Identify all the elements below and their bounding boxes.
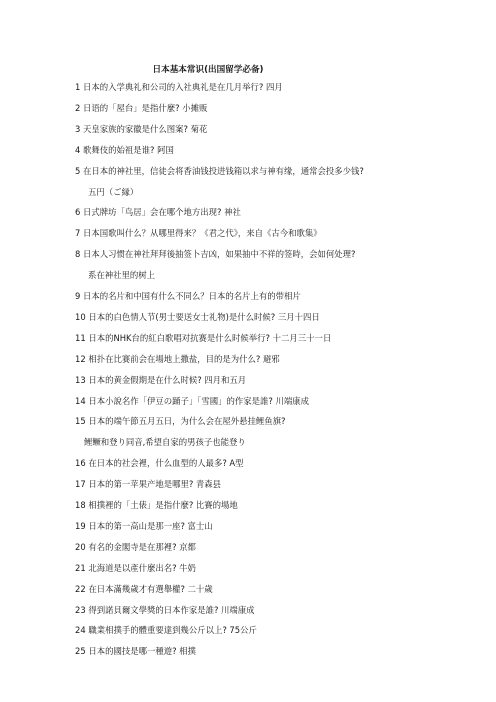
question-line: 2 日语的「屋台」是指什麼? 小摊贩	[75, 103, 208, 113]
question-line: 4 歌舞伎的始祖是谁? 阿国	[75, 145, 174, 155]
question-line: 25 日本的國技是哪一種遊? 相撲	[75, 646, 196, 656]
question-line: 14 日本小說名作「伊豆の踊子」「雪國」的作家是誰? 川端康成	[75, 396, 309, 406]
question-line: 18 相撲裡的「土俵」是指什麼? 比賽的場地	[75, 500, 238, 510]
question-line: 7 日本国歌叫什么？从哪里得来？《君之代》，来自《古今和歌集》	[75, 228, 322, 238]
question-line: 13 日本的黄金假期是在什么时候? 四月和五月	[75, 375, 247, 385]
question-line: 22 在日本滿幾歲才有選舉權? 二十歲	[75, 584, 213, 594]
question-line: 17 日本的第一苹果产地是哪里? 青森县	[75, 479, 222, 489]
question-line: 24 職業相撲手的體重要達到幾公斤以上? 75公斤	[75, 625, 257, 635]
question-line: 1 日本的入学典礼和公司的入社典礼是在几月举行? 四月	[75, 82, 283, 92]
question-line: 15 日本的端午節五月五日，为什么会在屋外悬挂鲤鱼旗?	[75, 416, 286, 426]
question-line: 3 天皇家族的家徽是什么图案? 菊花	[75, 124, 208, 134]
question-line: 5 在日本的神社里，信徒会将香油钱投进钱箱以求与神有缘，通常会投多少钱?	[75, 166, 364, 176]
question-answer-continuation: 鲤鳜和登り同音,希望自家的男孩子也能登り	[84, 437, 246, 447]
question-line: 11 日本的NHK台的紅白歌唱对抗赛是什么时候举行? 十二月三十一日	[75, 333, 332, 343]
question-line: 12 相扑在比赛前会在場地上撒盐，目的是为什么? 避邪	[75, 354, 280, 364]
question-answer-continuation: 五円（ご縁）	[88, 187, 139, 197]
question-line: 19 日本的第一高山是那一座? 富士山	[75, 521, 213, 531]
question-line: 16 在日本的社会裡，什么血型的人最多? A型	[75, 458, 244, 468]
question-line: 23 得到諾貝爾文學獎的日本作家是誰? 川端康成	[75, 605, 255, 615]
question-answer-continuation: 系在神社里的树上	[88, 270, 155, 280]
question-line: 20 有名的金閣寺是在那裡? 京都	[75, 542, 196, 552]
question-line: 8 日本人习惯在神社拜拜後抽签卜吉凶，如果抽中不祥的签時，会如何处理?	[75, 249, 356, 259]
question-line: 21 北海道是以產什麼出名? 牛奶	[75, 563, 196, 573]
document-title: 日本基本常识(出国留学必备)	[152, 65, 264, 75]
question-line: 10 日本的白色情人节(男士要送女士礼物)是什么时候? 三月十四日	[75, 312, 320, 322]
question-line: 6 日式牌坊「鸟居」会在哪个地方出现? 神社	[75, 207, 241, 217]
question-line: 9 日本的名片和中国有什么不同么？日本的名片上有的带相片	[75, 291, 301, 301]
